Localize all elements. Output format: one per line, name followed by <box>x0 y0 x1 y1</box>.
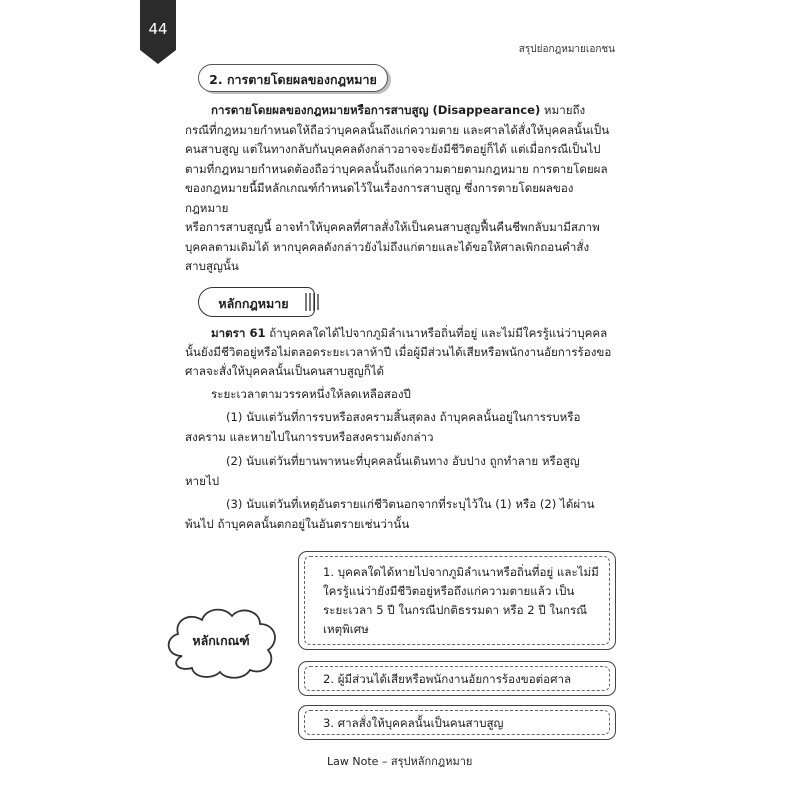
running-header: สรุปย่อกฎหมายเอกชน <box>518 44 615 55</box>
section-title: 2. การตายโดยผลของกฎหมาย <box>209 72 377 87</box>
criteria-1-line-4: เหตุพิเศษ <box>323 622 369 636</box>
criteria-1-text <box>323 563 605 639</box>
intro-lead-term: การตายโดยผลของกฎหมายหรือการสาบสูญ (Disappearance) <box>211 103 541 117</box>
intro-line-4: ตามที่กฎหมายกำหนดต้องถือว่าบุคคลนั้นถึงแก่ความตายตามกฎหมาย การตายโดยผล <box>185 161 608 176</box>
criteria-1-line-3: ระยะเวลา 5 ปี ในกรณีปกติธรรมดา หรือ 2 ปี ในกรณี <box>323 603 587 617</box>
criteria-label: หลักเกณฑ์ <box>192 633 250 648</box>
criteria-1-line-1: 1. บุคคลใดได้หายไปจากภูมิลำเนาหรือถิ่นที่อยู่ และไม่มี <box>323 565 599 579</box>
intro-line-6: หรือการสาบสูญนี้ อาจทำให้บุคคลที่ศาลสั่งให้เป็นคนสาบสูญฟื้นคืนชีพกลับมามีสภาพ <box>185 220 600 234</box>
intro-line-1-rest: หมายถึง <box>540 103 586 117</box>
sec61-line-3: ศาลจะสั่งให้บุคคลนั้นเป็นคนสาบสูญก็ได้ <box>185 364 385 378</box>
intro-line-7: บุคคลตามเดิมได้ หากบุคคลดังกล่าวยังไม่ถึงแก่ตายและได้ขอให้ศาลเพิกถอนคำสั่ง <box>185 239 590 254</box>
sec61-line-9: (3) นับแต่วันที่เหตุอันตรายแก่ชีวิตนอกจากที่ระบุไว้ใน (1) หรือ (2) ได้ผ่าน <box>226 497 595 511</box>
criteria-box-3 <box>298 705 616 740</box>
intro-line-1 <box>185 101 615 121</box>
sec61-line-6: สงคราม และหายไปในการรบหรือสงครามดังกล่าว <box>185 430 434 444</box>
criteria-box-2 <box>298 661 616 696</box>
law-box-stripes-decoration <box>303 291 323 313</box>
sec61-lead: มาตรา 61 <box>211 326 266 340</box>
sec61-line-1-rest: ถ้าบุคคลใดได้ไปจากภูมิลำเนาหรือถิ่นที่อยู่ และไม่มีใครรู้แน่ว่าบุคคล <box>265 326 608 340</box>
sec61-line-7: (2) นับแต่วันที่ยานพาหนะที่บุคคลนั้นเดินทาง อับปาง ถูกทำลาย หรือสูญ <box>226 454 580 468</box>
page-number: 44 <box>148 20 168 38</box>
sec61-line-4: ระยะเวลาตามวรรคหนึ่งให้ลดเหลือสองปี <box>211 387 411 401</box>
section-title-box <box>198 64 388 92</box>
intro-line-3: คนสาบสูญ แต่ในทางกลับกันบุคคลดังกล่าวอาจจะยังมีชีวิตอยู่ก็ได้ แต่เมื่อกรณีเป็นไป <box>185 142 601 156</box>
sec61-line-5: (1) นับแต่วันที่การรบหรือสงครามสิ้นสุดลง ถ้าบุคคลนั้นอยู่ในการรบหรือ <box>226 410 581 424</box>
page-footer: Law Note – สรุปหลักกฎหมาย <box>327 755 473 768</box>
intro-line-8: สาบสูญนั้น <box>185 259 239 273</box>
criteria-1-line-2: ใครรู้แน่ว่ายังมีชีวิตอยู่หรือถึงแก่ความตายแล้ว เป็น <box>323 584 575 598</box>
intro-line-2: กรณีที่กฎหมายกำหนดให้ถือว่าบุคคลนั้นถึงแก่ความตาย และศาลได้สั่งให้บุคคลนั้นเป็น <box>185 122 610 137</box>
intro-paragraph <box>185 101 615 277</box>
criteria-box-1 <box>298 551 616 650</box>
criteria-3-text: 3. ศาลสั่งให้บุคคลนั้นเป็นคนสาบสูญ <box>323 716 504 730</box>
sec61-line-1 <box>211 324 607 343</box>
sec61-line-2: นั้นยังมีชีวิตอยู่หรือไม่ตลอดระยะเวลาห้าปี เมื่อผู้มีส่วนได้เสียหรือพนักงานอัยการร้องขอ <box>185 345 612 359</box>
intro-line-5: ของกฎหมายนี้มีหลักเกณฑ์กำหนดไว้ในเรื่องการสาบสูญ ซึ่งการตายโดยผลของกฎหมาย <box>185 181 574 215</box>
criteria-2-text: 2. ผู้มีส่วนได้เสียหรือพนักงานอัยการร้องขอต่อศาล <box>323 672 572 686</box>
sec61-line-8: หายไป <box>185 474 220 488</box>
law-principle-box <box>198 287 315 317</box>
law-principle-label: หลักกฎหมาย <box>218 296 289 311</box>
sec61-line-10: พ้นไป ถ้าบุคคลนั้นตกอยู่ในอันตรายเช่นว่านั้น <box>185 517 410 531</box>
